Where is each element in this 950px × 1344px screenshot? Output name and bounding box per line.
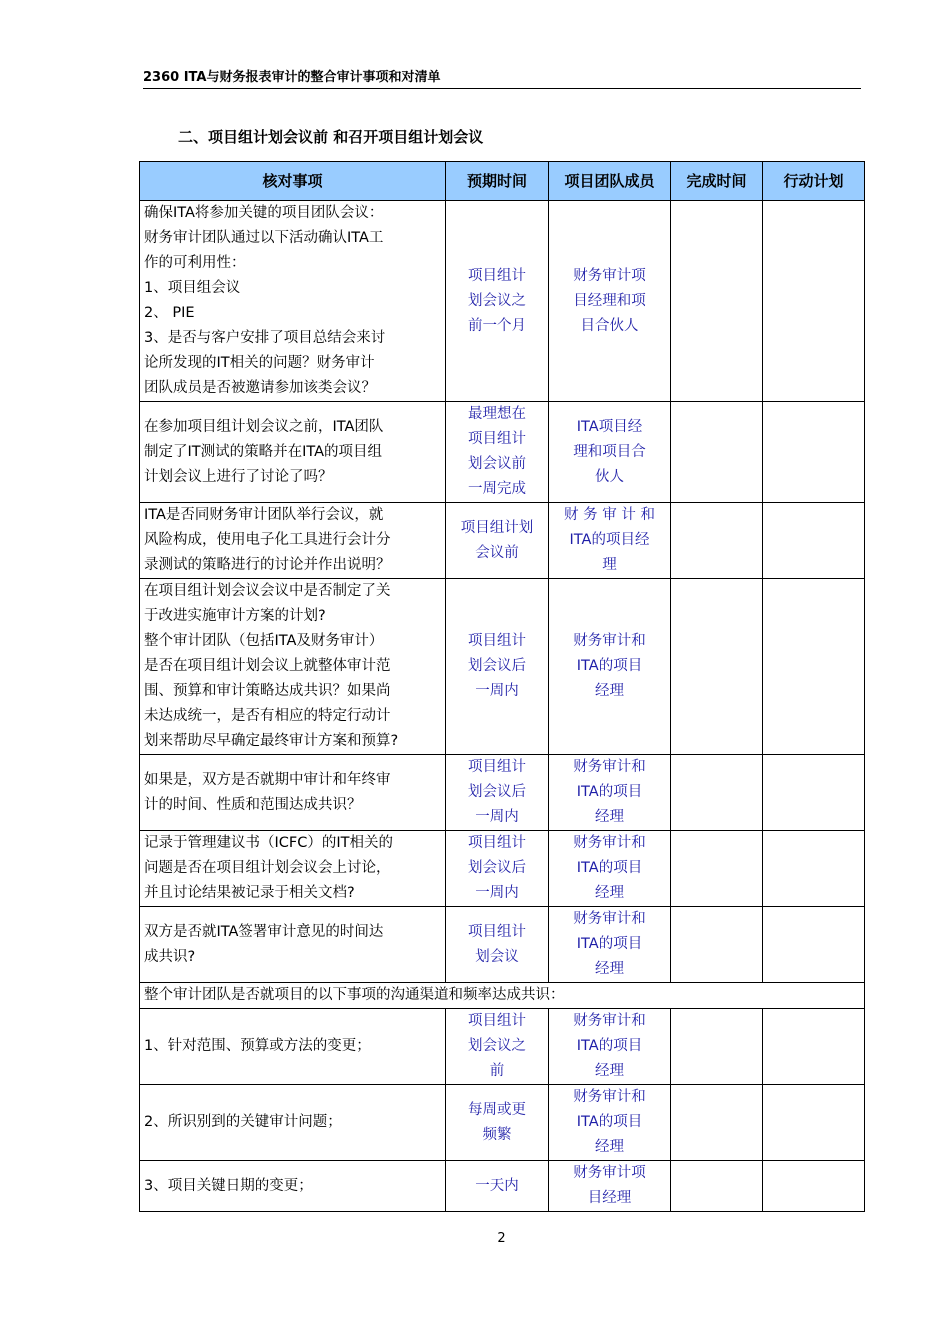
expected-time-cell: [446, 831, 549, 907]
completion-time-cell: [671, 907, 763, 983]
team-member-cell: [549, 755, 671, 831]
expected-time-cell-line: 项目组计: [468, 759, 526, 775]
team-member-cell-line: 经理: [595, 885, 624, 901]
completion-time-cell: [671, 831, 763, 907]
team-member-cell-line: ITA的项目: [576, 1114, 643, 1130]
action-plan-cell: [763, 503, 865, 579]
check-item-cell-line: 1、项目组会议: [144, 280, 241, 296]
completion-time-cell: [671, 579, 763, 755]
team-member-cell-line: 财务审计项: [573, 267, 646, 284]
completion-time-cell: [671, 1085, 763, 1161]
table-row: [140, 1161, 865, 1212]
team-member-cell-line: 财务审计和: [573, 633, 646, 649]
team-member-cell-line: 经理: [595, 809, 624, 825]
check-item-cell: [140, 1161, 446, 1212]
expected-time-cell-line: 项目组计: [468, 267, 526, 284]
expected-time-cell: [446, 1009, 549, 1085]
page-number: 2: [497, 1231, 506, 1246]
check-item-cell-line: 团队成员是否被邀请参加该类会议？: [144, 380, 376, 396]
team-member-cell: [549, 579, 671, 755]
check-item-cell-line: 3、项目关键日期的变更；: [144, 1177, 313, 1194]
team-member-cell-line: 理: [602, 557, 617, 573]
table-row: [140, 907, 865, 983]
table-row: [140, 402, 865, 503]
team-member-cell-line: 财务审计和: [573, 835, 646, 851]
team-member-cell-line: 财务审计项: [573, 1165, 646, 1181]
column-header-item: 核对事项: [140, 162, 446, 201]
action-plan-cell: [763, 1161, 865, 1212]
team-member-cell: [549, 201, 671, 402]
check-item-cell-line: 2、 PIE: [144, 305, 195, 321]
check-item-cell-line: 成共识?: [144, 948, 196, 965]
expected-time-cell-line: 划会议之: [468, 292, 526, 309]
expected-time-cell-line: 项目组计划: [460, 519, 534, 536]
expected-time-cell: [446, 1085, 549, 1161]
check-item-cell-line: 是否在项目组计划会议上就整体审计范: [144, 658, 391, 674]
expected-time-cell-line: 一周内: [475, 683, 519, 699]
table-row: [140, 1009, 865, 1085]
completion-time-cell: [671, 201, 763, 402]
completion-time-cell: [671, 402, 763, 503]
check-item-cell-line: 录测试的策略进行的讨论并作出说明？: [144, 557, 391, 573]
check-item-cell-line: 作的可利用性：: [144, 255, 246, 271]
team-member-cell-line: 经理: [595, 1063, 624, 1079]
expected-time-cell-line: 一周完成: [468, 481, 526, 497]
team-member-cell-line: 财务审计和: [573, 759, 646, 775]
check-item-cell: [140, 402, 446, 503]
check-item-cell: [140, 201, 446, 402]
check-item-cell-line: 双方是否就ITA签署审计意见的时间达: [144, 923, 384, 940]
check-item-cell: [140, 1009, 446, 1085]
expected-time-cell-line: 会议前: [475, 544, 519, 561]
team-member-cell: [549, 1009, 671, 1085]
team-member-cell-line: ITA的项目经: [569, 532, 650, 548]
check-item-cell: [140, 1085, 446, 1161]
team-member-cell-line: 财务审计和: [573, 1089, 646, 1105]
completion-time-cell: [671, 755, 763, 831]
table-row-full-width: [140, 983, 865, 1009]
check-item-cell-line: 1、针对范围、预算或方法的变更；: [144, 1038, 371, 1054]
team-member-cell: [549, 831, 671, 907]
team-member-cell-line: ITA的项目: [576, 658, 643, 674]
expected-time-cell-line: 一天内: [475, 1177, 519, 1194]
table-row: [140, 1085, 865, 1161]
check-item-cell-line: 3、是否与客户安排了项目总结会来讨: [144, 330, 386, 346]
expected-time-cell-line: 每周或更: [468, 1101, 526, 1118]
expected-time-cell-line: 一周内: [475, 809, 519, 825]
check-item-cell-line: 制定了IT测试的策略并在ITA的项目组: [144, 443, 383, 460]
team-member-cell-line: 目经理和项: [573, 292, 646, 309]
communication-consensus-cell: 整个审计团队是否就项目的以下事项的沟通渠道和频率达成共识：: [140, 983, 865, 1009]
team-member-cell-line: 财务审计和: [573, 1013, 646, 1029]
team-member-cell-line: ITA的项目: [576, 936, 643, 952]
check-item-cell-line: 如果是，双方是否就期中审计和年终审: [144, 771, 391, 788]
expected-time-cell-line: 划会议之: [468, 1038, 526, 1054]
team-member-cell: [549, 1161, 671, 1212]
team-member-cell-line: 经理: [595, 683, 624, 699]
expected-time-cell: [446, 402, 549, 503]
expected-time-cell-line: 划会议: [475, 948, 519, 965]
expected-time-cell-line: 项目组计: [468, 835, 526, 851]
completion-time-cell: [671, 1161, 763, 1212]
page-header: 2360 ITA与财务报表审计的整合审计事项和对清单: [143, 68, 861, 89]
expected-time-cell: [446, 201, 549, 402]
team-member-cell-line: ITA的项目: [576, 1038, 643, 1054]
expected-time-cell-line: 划会议后: [468, 658, 526, 674]
team-member-cell-line: 财 务 审 计 和: [564, 507, 655, 523]
checklist-table: [139, 161, 865, 1212]
team-member-cell-line: ITA的项目: [576, 784, 643, 800]
table-row: [140, 201, 865, 402]
expected-time-cell-line: 项目组计: [468, 923, 526, 940]
column-header-team-member: 项目团队成员: [549, 162, 671, 201]
expected-time-cell-line: 一周内: [475, 885, 519, 901]
check-item-cell-line: 划来帮助尽早确定最终审计方案和预算?: [144, 733, 399, 749]
check-item-cell: [140, 579, 446, 755]
check-item-cell: [140, 907, 446, 983]
expected-time-cell: [446, 1161, 549, 1212]
team-member-cell-line: ITA项目经: [576, 418, 643, 435]
check-item-cell: [140, 503, 446, 579]
table-row: [140, 579, 865, 755]
check-item-cell-line: 计划会议上进行了讨论了吗？: [144, 468, 333, 485]
check-item-cell-line: 确保ITA将参加关键的项目团队会议：: [144, 205, 384, 221]
action-plan-cell: [763, 755, 865, 831]
expected-time-cell: [446, 503, 549, 579]
action-plan-cell: [763, 1085, 865, 1161]
section-title: 二、项目组计划会议前 和召开项目组计划会议: [178, 128, 484, 146]
check-item-cell-line: 未达成统一，是否有相应的特定行动计: [144, 708, 391, 724]
team-member-cell-line: 经理: [595, 1139, 624, 1155]
team-member-cell: [549, 907, 671, 983]
check-item-cell-line: 在参加项目组计划会议之前，ITA团队: [144, 418, 384, 435]
check-item-cell-line: 整个审计团队（包括ITA及财务审计）: [144, 633, 384, 649]
expected-time-cell: [446, 579, 549, 755]
check-item-cell: [140, 755, 446, 831]
team-member-cell: [549, 402, 671, 503]
expected-time-cell: [446, 907, 549, 983]
check-item-cell-line: 风险构成，使用电子化工具进行会计分: [144, 532, 391, 548]
team-member-cell-line: 目合伙人: [580, 317, 639, 334]
action-plan-cell: [763, 1009, 865, 1085]
expected-time-cell-line: 前一个月: [468, 317, 526, 334]
expected-time-cell-line: 频繁: [482, 1126, 512, 1143]
table-row: [140, 503, 865, 579]
action-plan-cell: [763, 907, 865, 983]
completion-time-cell: [671, 503, 763, 579]
action-plan-cell: [763, 201, 865, 402]
check-item-cell-line: ITA是否同财务审计团队举行会议，就: [144, 507, 384, 523]
check-item-cell-line: 围、预算和审计策略达成共识？如果尚: [144, 683, 391, 699]
team-member-cell-line: ITA的项目: [576, 860, 643, 876]
team-member-cell-line: 目经理: [587, 1190, 632, 1206]
table-header-row: [140, 162, 865, 201]
team-member-cell-line: 经理: [595, 961, 624, 977]
action-plan-cell: [763, 579, 865, 755]
action-plan-cell: [763, 402, 865, 503]
check-item-cell-line: 计的时间、性质和范围达成共识？: [144, 796, 362, 813]
check-item-cell-line: 在项目组计划会议会议中是否制定了关: [144, 583, 391, 599]
action-plan-cell: [763, 831, 865, 907]
table-row: [140, 755, 865, 831]
expected-time-cell: [446, 755, 549, 831]
check-item-cell: [140, 831, 446, 907]
expected-time-cell-line: 划会议后: [468, 860, 526, 876]
completion-time-cell: [671, 1009, 763, 1085]
check-item-cell-line: 财务审计团队通过以下活动确认ITA工: [144, 230, 384, 246]
table-row: [140, 831, 865, 907]
team-member-cell: [549, 1085, 671, 1161]
expected-time-cell-line: 项目组计: [468, 633, 526, 649]
column-header-action-plan: 行动计划: [763, 162, 865, 201]
team-member-cell: [549, 503, 671, 579]
column-header-completion-time: 完成时间: [671, 162, 763, 201]
check-item-cell-line: 2、所识别到的关键审计问题；: [144, 1114, 342, 1130]
expected-time-cell-line: 最理想在: [468, 406, 526, 422]
team-member-cell-line: 理和项目合: [573, 443, 646, 460]
check-item-cell-line: 记录于管理建议书（ICFC）的IT相关的: [144, 835, 393, 851]
check-item-cell-line: 于改进实施审计方案的计划?: [144, 608, 326, 624]
team-member-cell-line: 伙人: [595, 468, 624, 485]
team-member-cell-line: 财务审计和: [573, 911, 646, 927]
expected-time-cell-line: 划会议前: [468, 456, 526, 472]
check-item-cell-line: 并且讨论结果被记录于相关文档?: [144, 885, 355, 901]
expected-time-cell-line: 划会议后: [468, 784, 526, 800]
column-header-expected-time: 预期时间: [446, 162, 549, 201]
expected-time-cell-line: 项目组计: [468, 1013, 526, 1029]
check-item-cell-line: 问题是否在项目组计划会议会上讨论，: [144, 860, 391, 876]
expected-time-cell-line: 前: [489, 1063, 505, 1079]
expected-time-cell-line: 项目组计: [468, 431, 526, 447]
check-item-cell-line: 论所发现的IT相关的问题？财务审计: [144, 355, 375, 371]
